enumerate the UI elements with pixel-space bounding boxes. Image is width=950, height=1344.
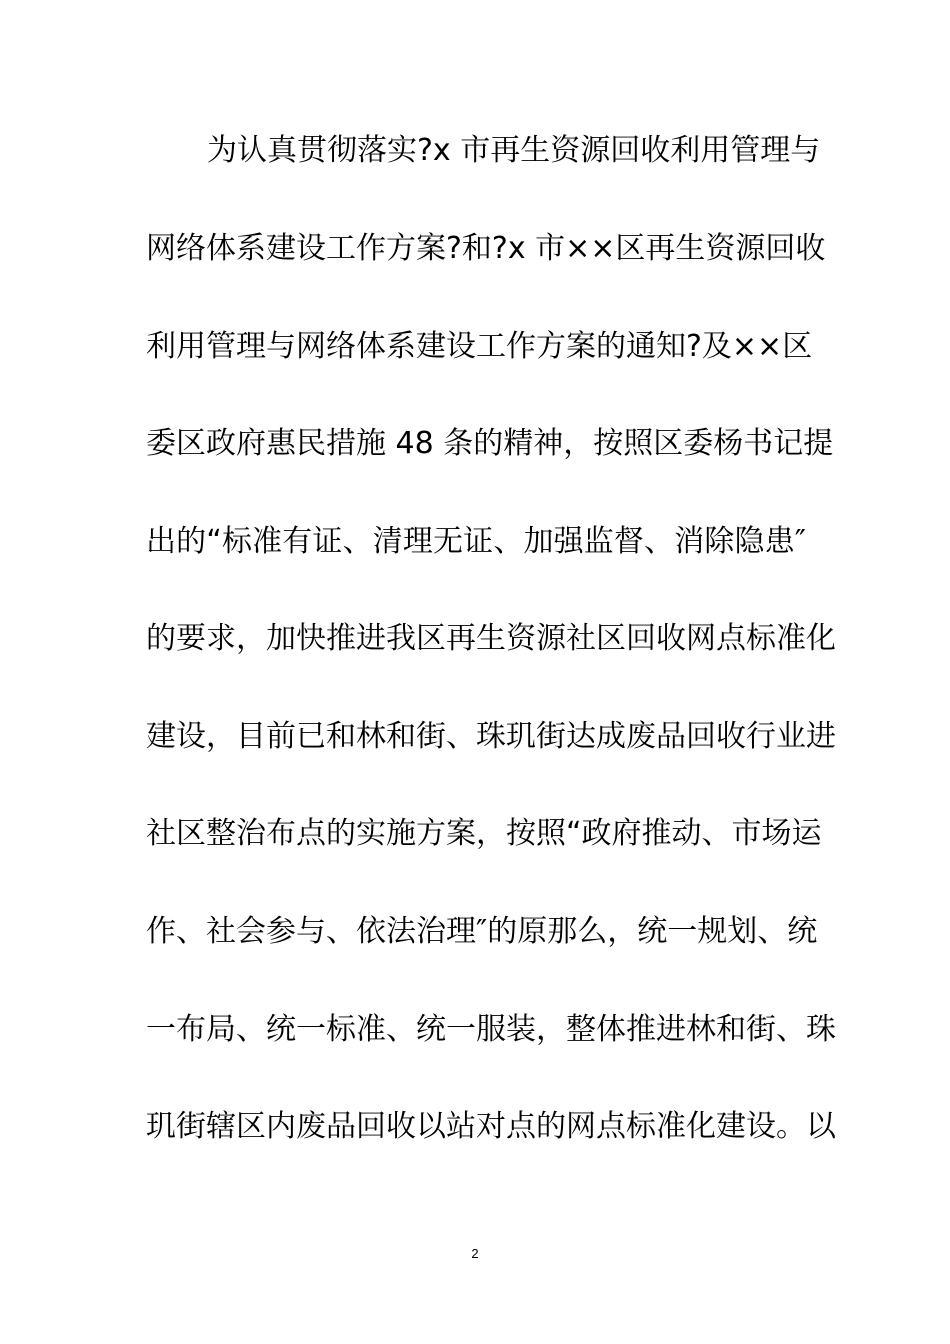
paragraph-line-3: 利用管理与网络体系建设工作方案的通知?及××区 bbox=[146, 329, 813, 364]
paragraph-line-1: 为认真贯彻落实?x 市再生资源回收利用管理与 bbox=[207, 133, 821, 168]
paragraph-line-2: 网络体系建设工作方案?和?x 市××区再生资源回收 bbox=[146, 231, 826, 266]
paragraph-line-8: 社区整治布点的实施方案，按照“政府推动、市场运 bbox=[146, 816, 822, 851]
paragraph-line-11: 玑街辖区内废品回收以站对点的网点标准化建设。以 bbox=[146, 1109, 836, 1144]
paragraph-line-7: 建设，目前已和林和街、珠玑街达成废品回收行业进 bbox=[146, 719, 836, 754]
paragraph-line-9: 作、社会参与、依法治理″的原那么，统一规划、统 bbox=[146, 914, 818, 949]
page-number: 2 bbox=[471, 1246, 479, 1261]
paragraph-line-6: 的要求，加快推进我区再生资源社区回收网点标准化 bbox=[146, 621, 836, 656]
paragraph-line-5: 出的“标准有证、清理无证、加强监督、消除隐患″ bbox=[146, 524, 806, 559]
paragraph-line-10: 一布局、统一标准、统一服装，整体推进林和街、珠 bbox=[146, 1012, 836, 1047]
paragraph-line-4: 委区政府惠民措施 48 条的精神，按照区委杨书记提 bbox=[146, 426, 834, 461]
